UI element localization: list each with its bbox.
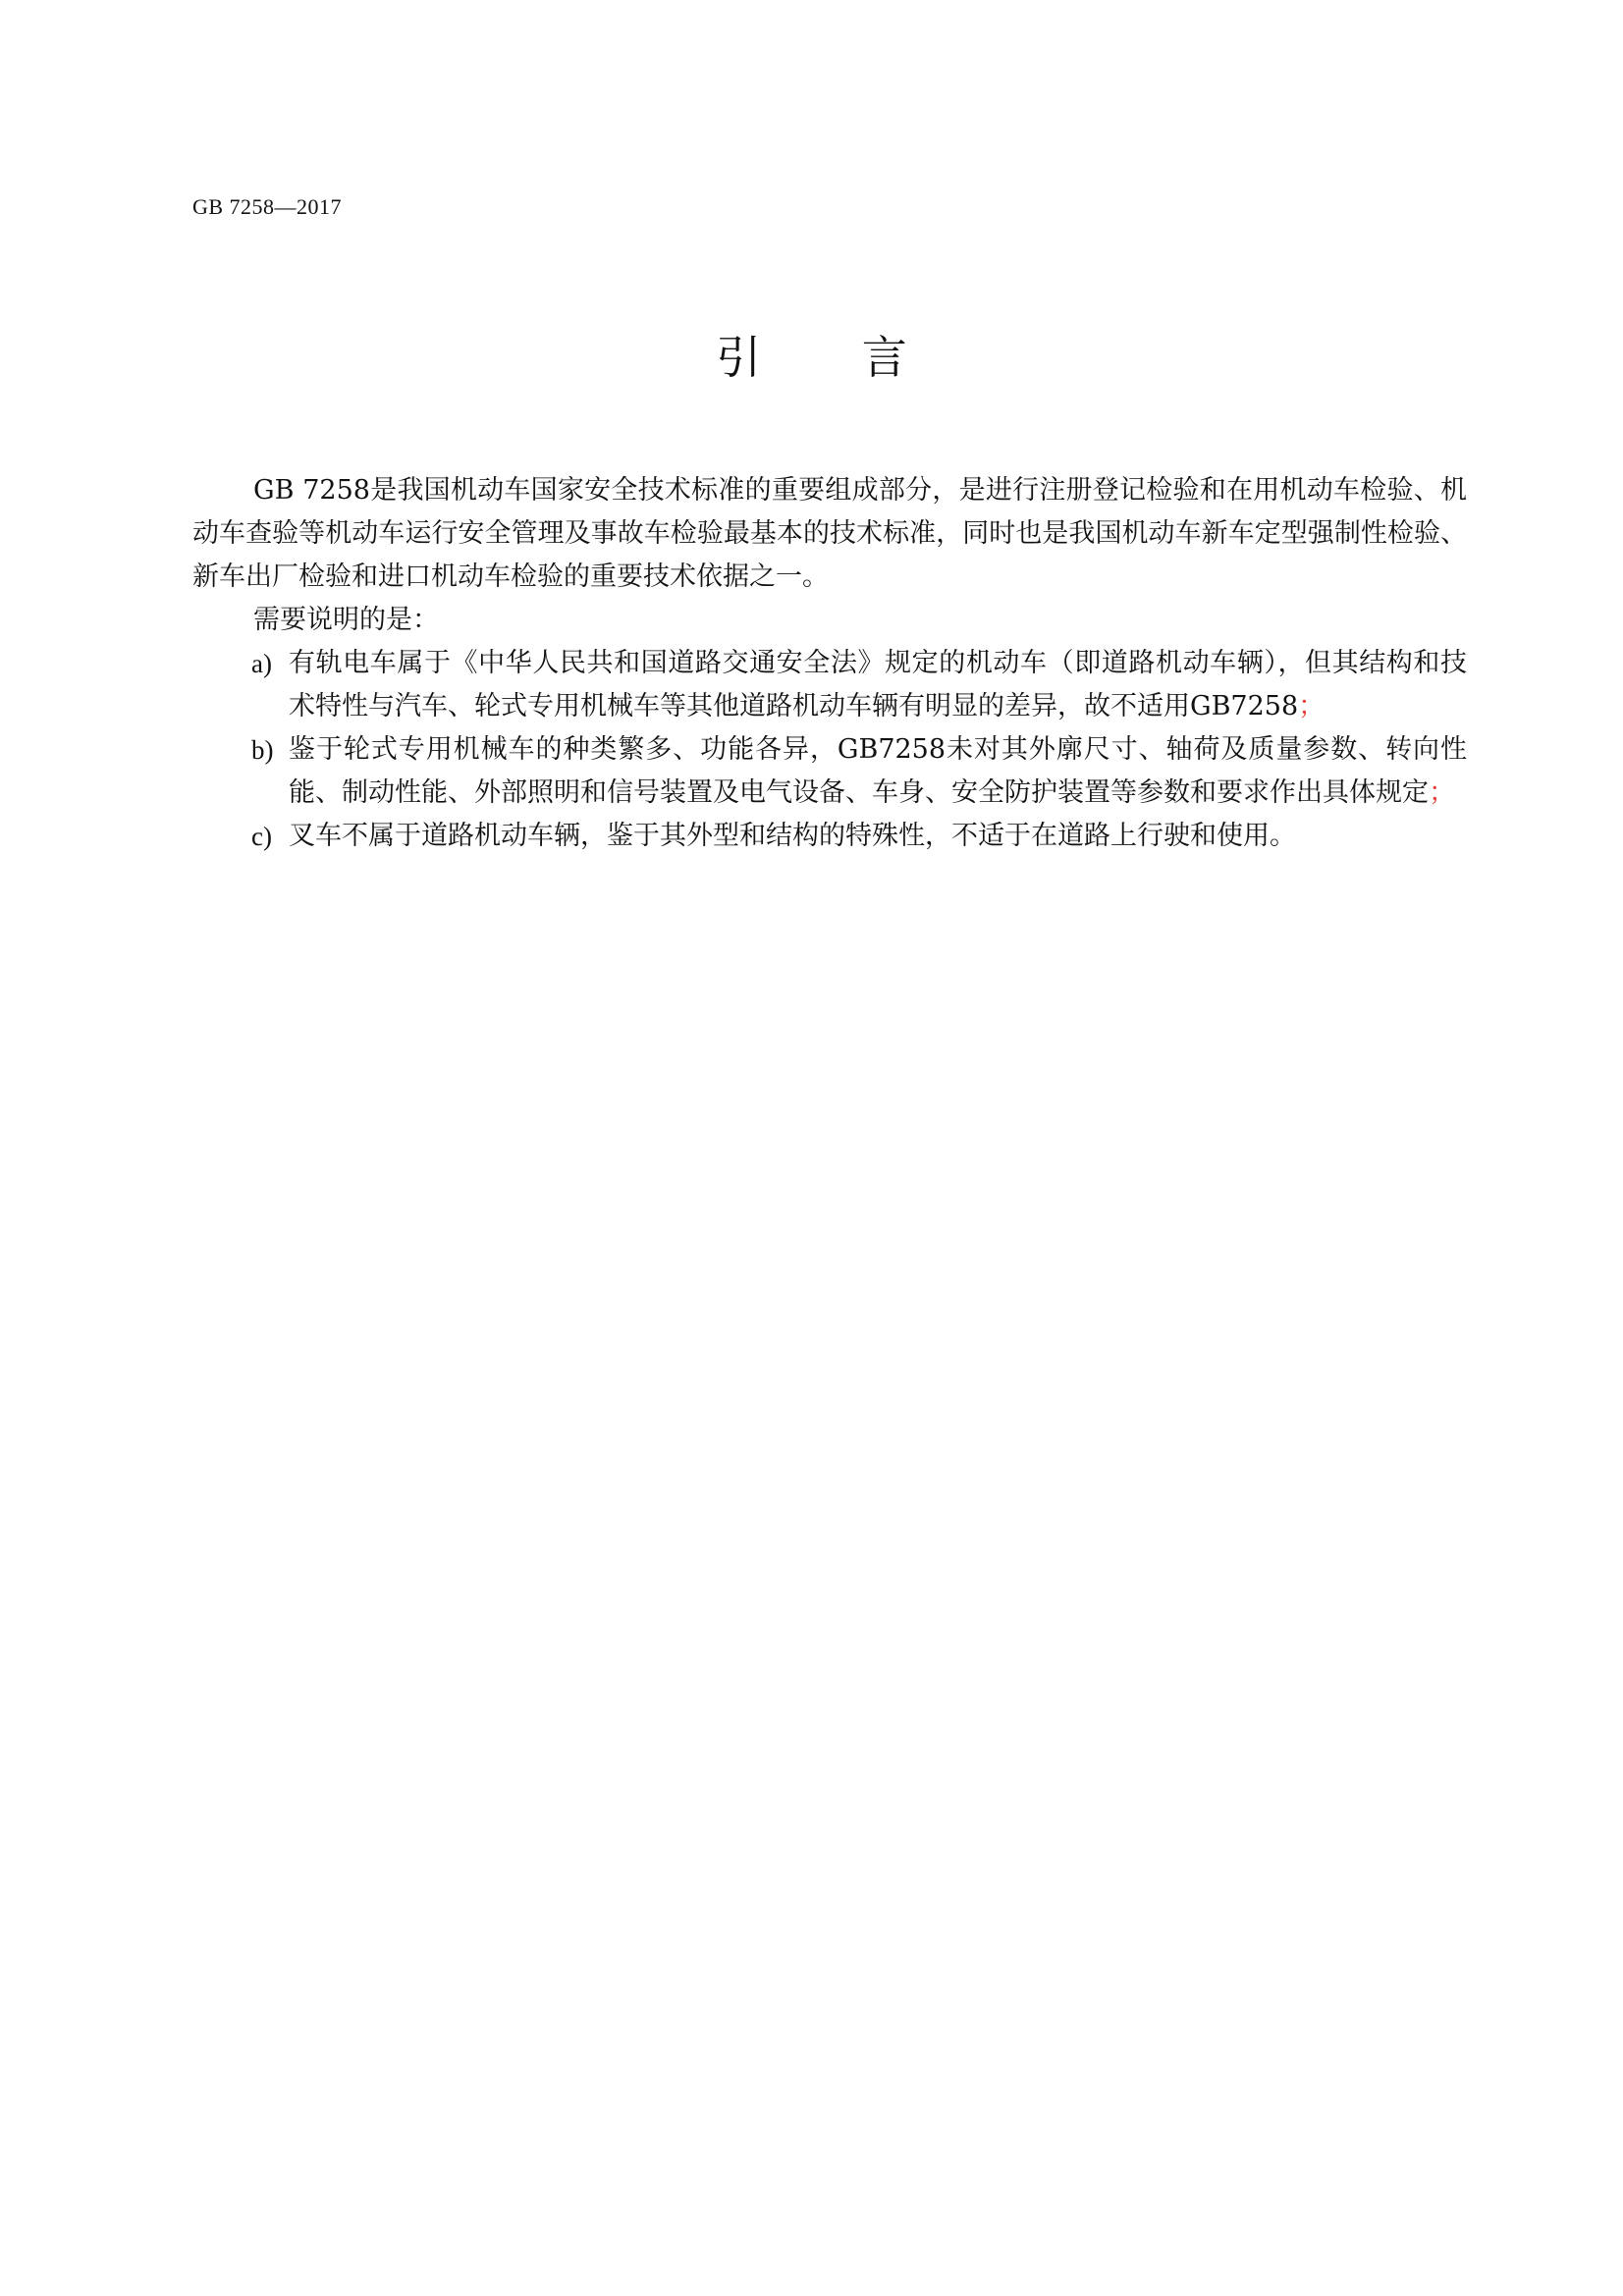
list-item-c bbox=[192, 815, 1467, 858]
document-body bbox=[192, 469, 1467, 858]
list-item-end-mark: ； bbox=[1429, 777, 1455, 808]
intro-paragraph: GB 7258是我国机动车国家安全技术标准的重要组成部分，是进行注册登记检验和在用机动车检验、机动车查验等机动车运行安全管理及事故车检验最基本的技术标准，同时也是我国机动车新车定型强制性检验、新车出厂检验和进口机动车检验的重要技术依据之一。 bbox=[192, 475, 1467, 592]
standard-code-header: GB 7258—2017 bbox=[192, 194, 343, 219]
page-title: 引 言 bbox=[716, 331, 950, 384]
note-heading: 需要说明的是： bbox=[253, 605, 439, 635]
list-item-text: 鉴于轮式专用机械车的种类繁多、功能各异，GB7258未对其外廓尺寸、轴荷及质量参数、转向性能、制动性能、外部照明和信号装置及电气设备、车身、安全防护装置等参数和要求作出具体规定 bbox=[289, 734, 1467, 808]
list-marker: c) bbox=[251, 822, 272, 851]
list-marker: a) bbox=[251, 649, 272, 678]
list-item-b bbox=[192, 728, 1467, 815]
list-item-text: 有轨电车属于《中华人民共和国道路交通安全法》规定的机动车（即道路机动车辆），但其结构和技术特性与汽车、轮式专用机械车等其他道路机动车辆有明显的差异，故不适用GB7258 bbox=[289, 648, 1467, 721]
list-marker: b) bbox=[251, 735, 274, 765]
list-item-a bbox=[192, 642, 1467, 728]
list-item-end-mark: ； bbox=[1298, 691, 1325, 721]
list-item-text: 叉车不属于道路机动车辆，鉴于其外型和结构的特殊性，不适于在道路上行驶和使用。 bbox=[289, 821, 1296, 851]
